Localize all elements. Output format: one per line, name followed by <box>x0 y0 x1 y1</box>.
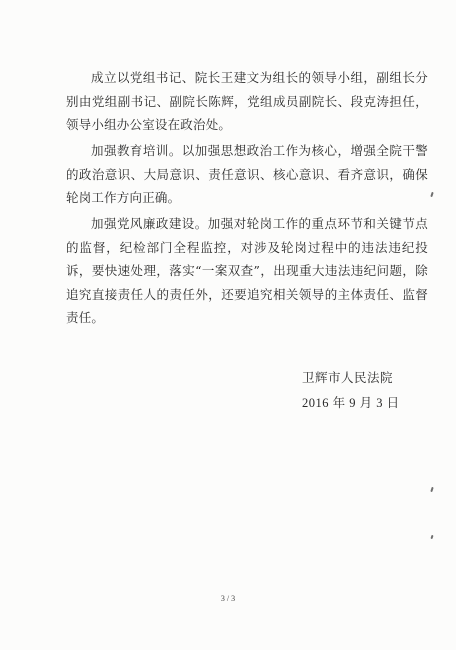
paragraph-leadership-group: 成立以党组书记、院长王建文为组长的领导小组，副组长分别由党组副书记、副院长陈辉，党组成员副院长、段克涛担任，领导小组办公室设在政治处。 <box>66 70 428 132</box>
paragraph-integrity-building: 加强党风廉政建设。加强对轮岗工作的重点环节和关键节点的监督，纪检部门全程监控，对涉及轮岗过程中的违法违纪投诉，要快速处理，落实“一案双查”，出现重大违法违纪问题，除追究直接责任人的责任外，还要追究相关领导的主体责任、监督责任。 <box>66 216 428 325</box>
signature-organization: 卫辉市人民法院 <box>302 370 394 385</box>
paragraph-education-training: 加强教育培训。以加强思想政治工作为核心，增强全院干警的政治意识、大局意识、责任意识、核心意识、看齐意识，确保轮岗工作方向正确。 <box>66 143 428 205</box>
scan-speck <box>430 535 433 539</box>
scan-speck <box>430 192 433 197</box>
page-number: 3 / 3 <box>220 594 236 603</box>
scan-speck <box>430 487 433 492</box>
signature-date: 2016 年 9 月 3 日 <box>302 396 400 410</box>
